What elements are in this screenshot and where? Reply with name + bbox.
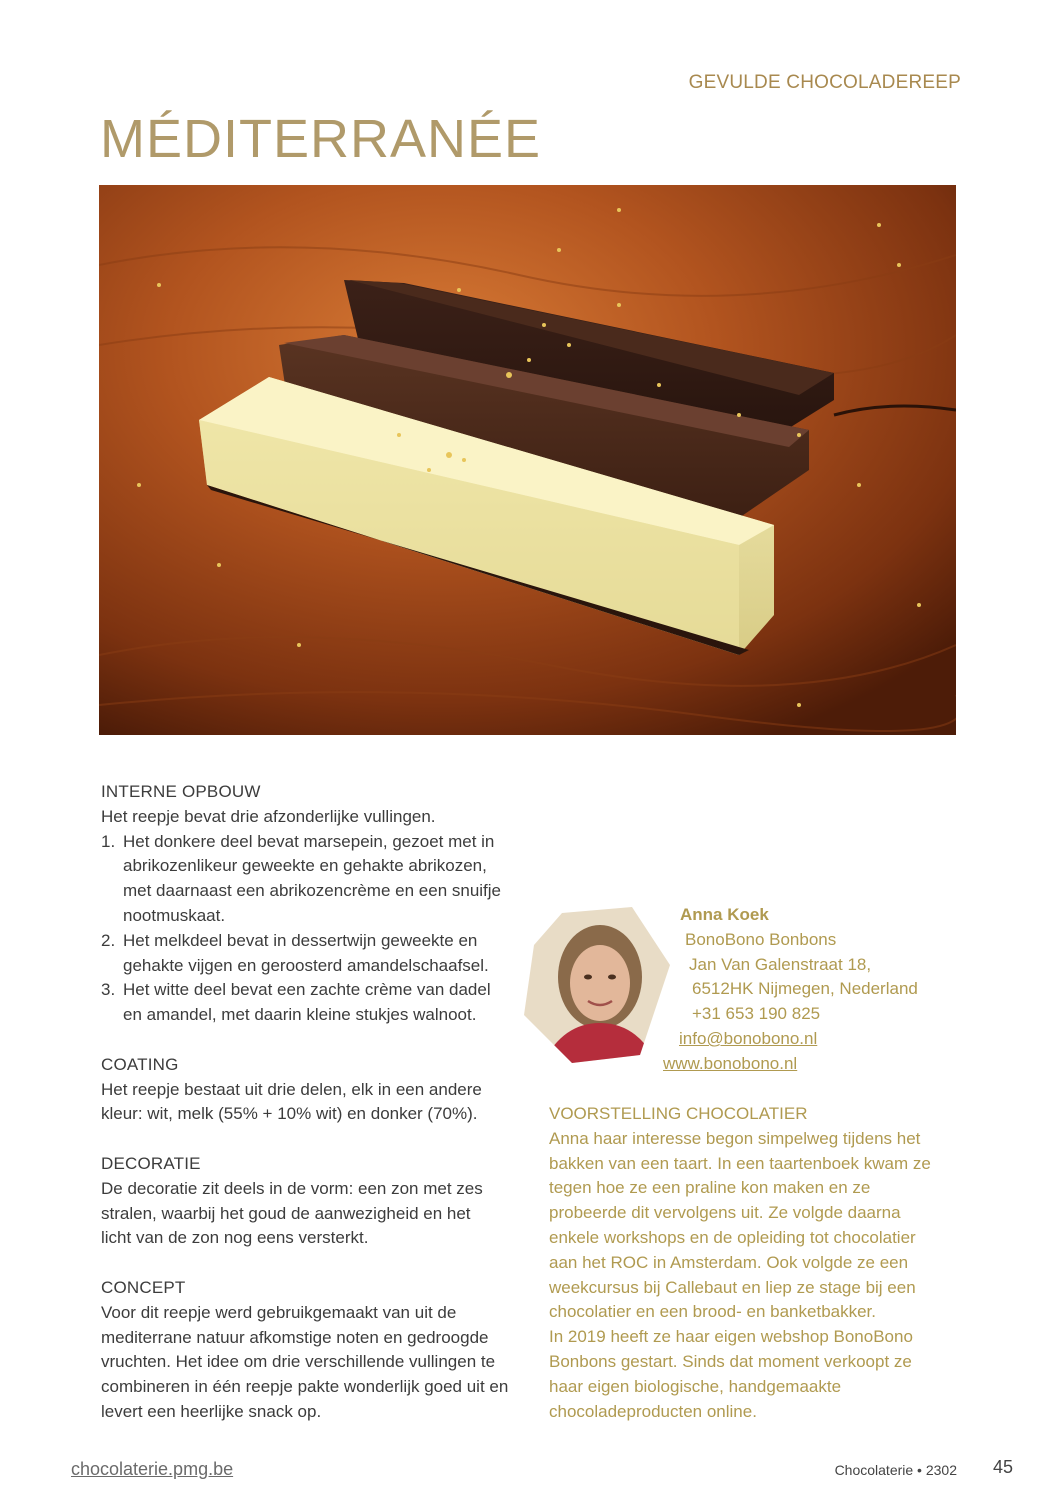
contact-email-link[interactable]: info@bonobono.nl [679,1028,818,1048]
left-column [101,780,521,1450]
body-line: combineren in één reepje pakte wonderlijk goed uit en [101,1377,509,1397]
list-line: en amandel, met daarin kleine stukjes walnoot. [123,1005,477,1025]
body-line: vruchten. Het idee om drie verschillende vullingen te [101,1352,496,1372]
section-decoratie [101,1152,521,1251]
list-line: nootmuskaat. [123,905,226,925]
contact-website-link[interactable]: www.bonobono.nl [663,1053,798,1073]
heading-interne-opbouw: INTERNE OPBOUW [101,782,261,801]
chocolate-bars-photo [99,185,956,735]
list-line: Het melkdeel bevat in dessertwijn geweekte en [123,930,478,950]
contact-city: 6512HK Nijmegen, Nederland [692,979,918,999]
contact-name: Anna Koek [680,905,769,924]
list-line: met daarnaast een abrikozencrème en een snuifje [123,881,502,901]
body-line: Het reepje bestaat uit drie delen, elk in een andere [101,1079,482,1099]
section-kicker: GEVULDE CHOCOLADEREEP [688,72,961,93]
list-line: gehakte vijgen en geroosterd amandelschaafsel. [123,955,489,975]
chocolatier-portrait [522,905,672,1065]
section-interne-opbouw [101,780,521,1028]
body-line: Voor dit reepje werd gebruikgemaakt van uit de [101,1302,457,1322]
list-number: 1. [101,831,116,851]
body-line: enkele workshops en de opleiding tot chocolatier [549,1227,916,1247]
body-line: weekcursus bij Callebaut en liep ze stage bij een [549,1277,916,1297]
body-line: haar eigen biologische, handgemaakte [549,1376,842,1396]
heading-voorstelling: VOORSTELLING CHOCOLATIER [549,1104,808,1123]
body-line: probeerde dit vervolgens uit. Ze volgde daarna [549,1203,901,1223]
footer-website-link[interactable]: chocolaterie.pmg.be [71,1459,234,1479]
body-line: stralen, waarbij het goud de aanwezigheid en het [101,1203,471,1223]
body-line: De decoratie zit deels in de vorm: een zon met zes [101,1178,483,1198]
contact-street: Jan Van Galenstraat 18, [689,954,872,974]
list-item [101,830,521,929]
heading-decoratie: DECORATIE [101,1153,201,1173]
contact-block [660,903,918,1077]
list-number: 2. [101,930,116,950]
footer-magazine: Chocolaterie • 2302 [834,1462,957,1478]
body-line: Anna haar interesse begon simpelweg tijdens het [549,1128,921,1148]
list-item [101,929,521,979]
right-column [549,1102,959,1424]
body-line: bakken van een taart. In een taartenboek kwam ze [549,1153,931,1173]
body-line: chocoladeproducten online. [549,1401,757,1421]
list-line: Het witte deel bevat een zachte crème van dadel [123,980,491,1000]
body-line: levert een heerlijke snack op. [101,1401,322,1421]
section-concept [101,1276,521,1425]
body-line: tegen hoe ze een praline kon maken en ze [549,1178,871,1198]
list-line: abrikozenlikeur geweekte en gehakte abrikozen, [123,856,487,876]
body-line: mediterrane natuur afkomstige noten en gedroogde [101,1327,489,1347]
heading-coating: COATING [101,1054,179,1074]
list-item [101,978,521,1028]
body-line: licht van de zon nog eens versterkt. [101,1228,369,1248]
body-line: In 2019 heeft ze haar eigen webshop BonoBono [549,1327,913,1347]
contact-company: BonoBono Bonbons [685,929,837,949]
heading-concept: CONCEPT [101,1277,186,1297]
list-number: 3. [101,980,116,1000]
body-line: aan het ROC in Amsterdam. Ook volgde ze een [549,1252,909,1272]
list-line: Het donkere deel bevat marsepein, gezoet met in [123,831,495,851]
body-line: Bonbons gestart. Sinds dat moment verkoopt ze [549,1351,912,1371]
body-line: chocolatier en een brood- en banketbakker. [549,1302,877,1322]
interne-intro: Het reepje bevat drie afzonderlijke vullingen. [101,806,436,826]
page-number: 45 [992,1457,1013,1477]
page-title: MÉDITERRANÉE [100,109,542,169]
contact-phone: +31 653 190 825 [692,1004,821,1024]
section-coating [101,1053,521,1127]
filling-list [101,830,521,1028]
body-line: kleur: wit, melk (55% + 10% wit) en donker (70%). [101,1104,478,1124]
